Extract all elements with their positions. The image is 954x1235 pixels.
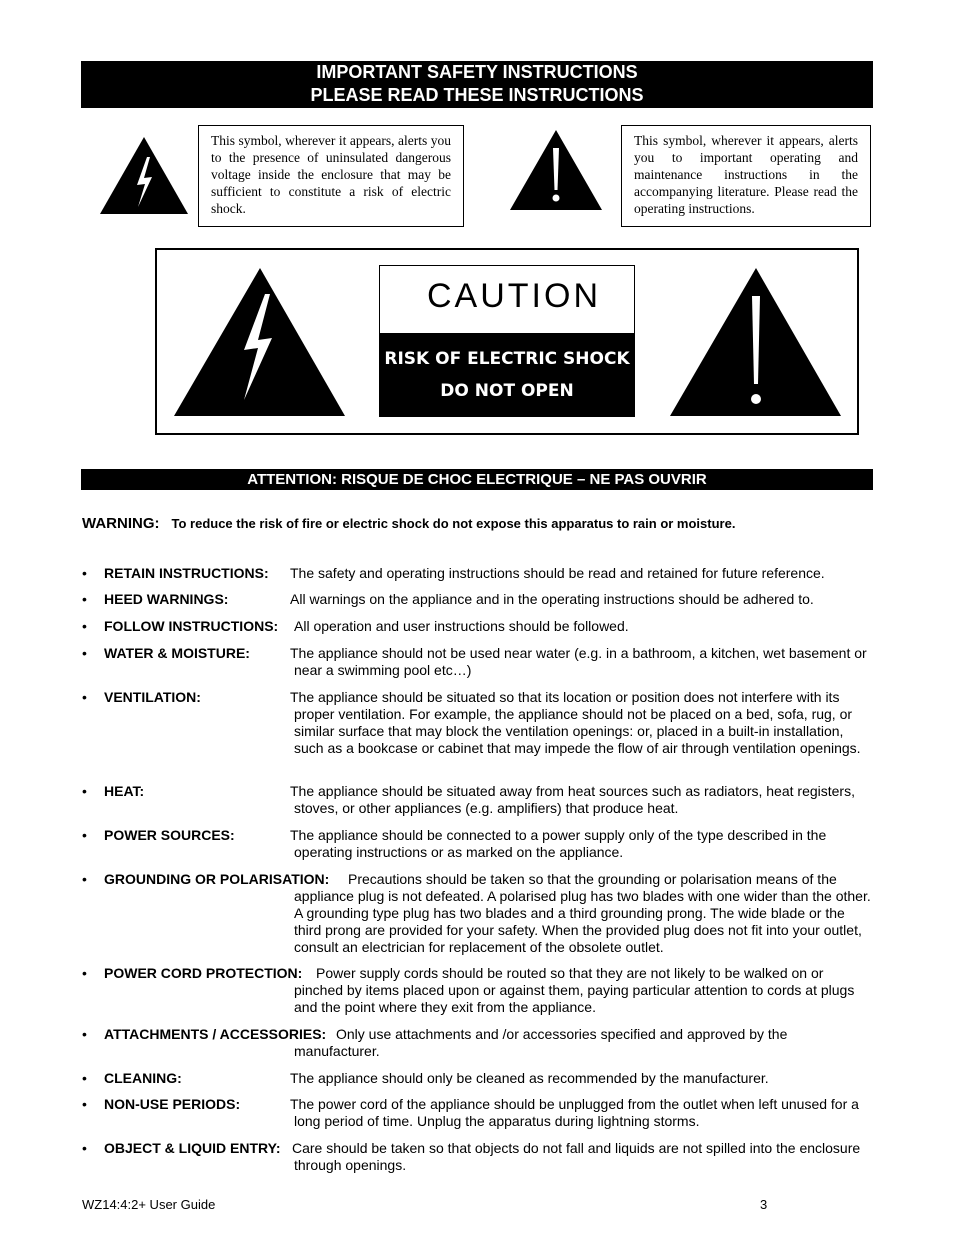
caution-line-1: RISK OF ELECTRIC SHOCK xyxy=(384,349,630,369)
item-label: OBJECT & LIQUID ENTRY: xyxy=(104,1140,281,1156)
item-label: RETAIN INSTRUCTIONS: xyxy=(104,565,269,581)
item-text: The appliance should only be cleaned as recommended by the manufacturer. xyxy=(290,1070,769,1086)
bullet-icon: • xyxy=(82,827,87,843)
large-exclamation-warning-icon xyxy=(668,266,843,418)
list-item xyxy=(82,645,872,679)
item-text: The appliance should be situated so that its location or position does not interfere with its proper ventilation. For example, the appliance should not be placed on a bed, sofa, rug, or similar surface that may block the ventilation openings: or, placed in a built-in installation, such as a bookcase or cabinet that may impede the flow of air through ventilation openings. xyxy=(290,689,861,756)
list-item xyxy=(82,1026,872,1060)
bullet-icon: • xyxy=(82,1096,87,1112)
item-label: WATER & MOISTURE: xyxy=(104,645,250,661)
list-item xyxy=(82,871,872,956)
caution-line-2: DO NOT OPEN xyxy=(440,381,574,401)
bullet-icon: • xyxy=(82,871,87,887)
caution-label xyxy=(379,265,635,417)
shock-symbol-description: This symbol, wherever it appears, alerts you to the presence of uninsulated dangerous voltage inside the enclosure that may be sufficient to constitute a risk of electric shock. xyxy=(198,125,464,227)
item-text: Care should be taken so that objects do not fall and liquids are not spilled into the enclosure through openings. xyxy=(292,1140,861,1173)
exclamation-warning-icon xyxy=(508,128,604,212)
item-text: All operation and user instructions should be followed. xyxy=(294,618,629,634)
header-line-1: IMPORTANT SAFETY INSTRUCTIONS xyxy=(316,62,638,82)
item-label: POWER CORD PROTECTION: xyxy=(104,965,303,981)
item-text: The appliance should be connected to a power supply only of the type described in the operating instructions or as marked on the appliance. xyxy=(290,827,827,860)
item-label: CLEANING: xyxy=(104,1070,182,1086)
bullet-icon: • xyxy=(82,565,87,581)
bullet-icon: • xyxy=(82,965,87,981)
item-text: The power cord of the appliance should be unplugged from the outlet when left unused for a long period of time. Unplug the apparatus during lightning storms. xyxy=(290,1096,859,1129)
list-item xyxy=(82,689,872,757)
item-text: All warnings on the appliance and in the operating instructions should be adhered to. xyxy=(290,591,814,607)
bullet-icon: • xyxy=(82,783,87,799)
bullet-icon: • xyxy=(82,1070,87,1086)
item-label: FOLLOW INSTRUCTIONS: xyxy=(104,618,279,634)
list-item xyxy=(82,1070,872,1087)
item-label: HEAT: xyxy=(104,783,145,799)
item-label: NON-USE PERIODS: xyxy=(104,1096,241,1112)
list-item xyxy=(82,1140,872,1174)
warning-label: WARNING: xyxy=(82,515,160,532)
item-label: HEED WARNINGS: xyxy=(104,591,229,607)
header-banner xyxy=(81,61,873,108)
list-item xyxy=(82,783,872,817)
item-text: The appliance should be situated away from heat sources such as radiators, heat registers, stoves, or other appliances (e.g. amplifiers) that produce heat. xyxy=(290,783,855,816)
item-text: Only use attachments and /or accessories specified and approved by the manufacturer. xyxy=(294,1026,788,1059)
page-number: 3 xyxy=(760,1197,768,1212)
footer-document-title: WZ14:4:2+ User Guide xyxy=(82,1197,216,1212)
item-text: Precautions should be taken so that the grounding or polarisation means of the appliance plug is not defeated. A polarised plug has two blades with one wider than the other. A grounding type plug has two blades and a third grounding prong. The wide blade or the third prong are provided for your safety. When the provided plug does not fit into your outlet, consult an electrician for replacement of the obsolete outlet. xyxy=(294,871,871,955)
bullet-icon: • xyxy=(82,618,87,634)
large-lightning-warning-icon xyxy=(172,266,347,418)
header-line-2: PLEASE READ THESE INSTRUCTIONS xyxy=(310,85,644,105)
item-label: GROUNDING OR POLARISATION: xyxy=(104,871,330,887)
list-item xyxy=(82,565,872,582)
list-item xyxy=(82,827,872,861)
bullet-icon: • xyxy=(82,591,87,607)
attention-banner: ATTENTION: RISQUE DE CHOC ELECTRIQUE – NE PAS OUVRIR xyxy=(81,469,873,490)
item-label: POWER SOURCES: xyxy=(104,827,235,843)
attention-symbol-description: This symbol, wherever it appears, alerts you to important operating and maintenance instructions in the accompanying literature. Please read the operating instructions. xyxy=(621,125,871,227)
bullet-icon: • xyxy=(82,1140,87,1156)
list-item xyxy=(82,618,872,635)
list-item xyxy=(82,965,872,1016)
list-item xyxy=(82,591,872,608)
caution-warning-block xyxy=(380,333,634,416)
lightning-warning-icon xyxy=(98,135,190,216)
item-text: The appliance should not be used near water (e.g. in a bathroom, a kitchen, wet basement or near a swimming pool etc…) xyxy=(290,645,867,678)
item-text: The safety and operating instructions should be read and retained for future reference. xyxy=(290,565,825,581)
bullet-icon: • xyxy=(82,1026,87,1042)
item-label: ATTACHMENTS / ACCESSORIES: xyxy=(104,1026,327,1042)
caution-title: CAUTION xyxy=(380,266,634,333)
bullet-icon: • xyxy=(82,689,87,705)
warning-line xyxy=(82,515,735,533)
item-label: VENTILATION: xyxy=(104,689,201,705)
list-item xyxy=(82,1096,872,1130)
bullet-icon: • xyxy=(82,645,87,661)
warning-text: To reduce the risk of fire or electric shock do not expose this apparatus to rain or moisture. xyxy=(171,516,736,531)
item-text: Power supply cords should be routed so that they are not likely to be walked on or pinched by items placed upon or against them, paying particular attention to cords at plugs and the point where they exit from the appliance. xyxy=(294,965,855,1015)
